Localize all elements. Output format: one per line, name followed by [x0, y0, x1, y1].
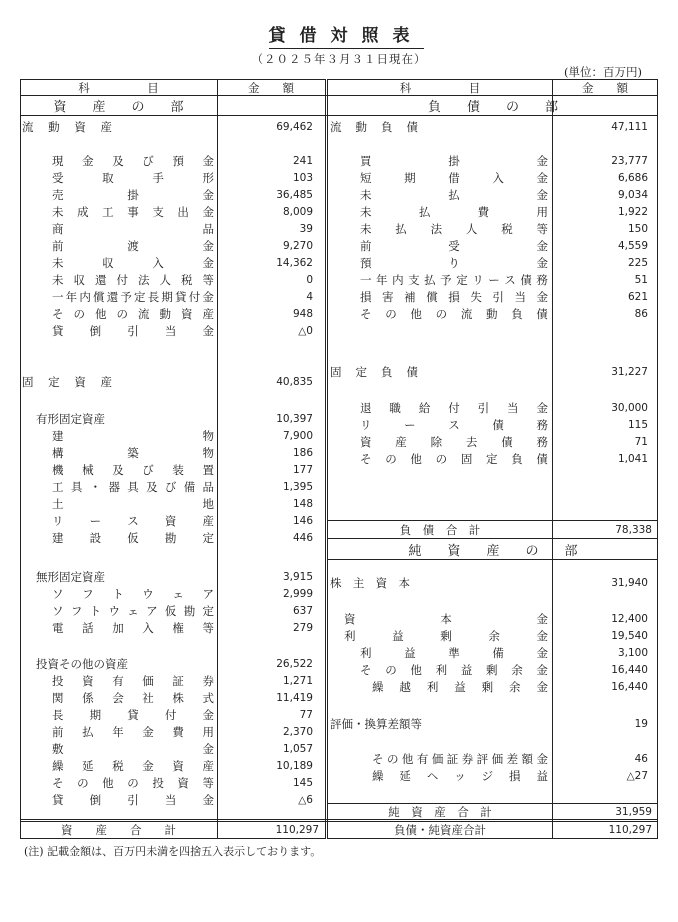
account-label: 投資その他の資産	[36, 657, 128, 671]
account-label: 前 渡 金	[52, 239, 214, 253]
account-label: 未 収 入 金	[52, 256, 214, 270]
account-value: 14,362	[276, 257, 313, 269]
page-title: 貸借対照表	[0, 21, 678, 46]
account-value: 19,540	[611, 630, 648, 642]
account-value: 47,111	[611, 121, 648, 133]
account-label: 流 動 負 債	[330, 120, 418, 134]
account-value: 7,900	[282, 430, 313, 442]
account-value: 4	[306, 291, 313, 303]
liab-total-top-line	[328, 520, 658, 521]
account-label: リ ー ス 債 務	[360, 418, 548, 432]
account-value: 30,000	[611, 402, 648, 414]
account-label: 流 動 資 産	[22, 120, 112, 134]
account-value: 86	[634, 308, 648, 320]
account-label: ソ フ ト ウ ェ ア	[52, 587, 214, 601]
account-label: 土 地	[52, 497, 214, 511]
account-label: 現 金 及 び 預 金	[52, 154, 214, 168]
account-label: ソ フ ト ウ ェ ア 仮 勘 定	[52, 604, 214, 618]
account-value: 1,271	[282, 675, 313, 687]
account-value: 10,189	[276, 760, 313, 772]
account-label: 前 受 金	[360, 239, 548, 253]
account-value: 0	[306, 274, 313, 286]
account-label: 商 品	[52, 222, 214, 236]
account-label: 受 取 手 形	[52, 171, 214, 185]
left-item-header: 科 目	[78, 81, 159, 95]
account-label: 関 係 会 社 株 式	[52, 691, 214, 705]
liab-net-total-label: 負債・純資産合計	[394, 823, 486, 837]
account-value: 1,041	[617, 453, 648, 465]
account-value: 637	[292, 605, 313, 617]
account-value: △0	[298, 325, 313, 337]
account-value: 150	[627, 223, 648, 235]
account-label: 利 益 準 備 金	[360, 646, 548, 660]
account-value: 11,419	[276, 692, 313, 704]
account-label: 無形固定資産	[36, 570, 105, 584]
account-label: そ の 他 の 流 動 資 産	[52, 307, 214, 321]
account-value: 225	[627, 257, 648, 269]
account-label: 未 払 費 用	[360, 205, 548, 219]
account-label: 有形固定資産	[36, 412, 105, 426]
account-label: 敷 金	[52, 742, 214, 756]
net-assets-total-value: 31,959	[615, 806, 652, 818]
account-label: 前 払 年 金 費 用	[52, 725, 214, 739]
account-value: 10,397	[276, 413, 313, 425]
account-value: 40,835	[276, 376, 313, 388]
account-value: 8,009	[282, 206, 313, 218]
footnote: (注) 記載金額は、百万円未満を四捨五入表示しております。	[24, 845, 322, 858]
account-value: 4,559	[617, 240, 648, 252]
account-value: 621	[627, 291, 648, 303]
account-value: 36,485	[276, 189, 313, 201]
left-amount-divider	[217, 79, 218, 839]
account-value: 148	[292, 498, 313, 510]
liabilities-section-header: 負 債 の 部	[427, 100, 558, 115]
account-label: 退 職 給 付 引 当 金	[360, 401, 548, 415]
account-value: 39	[299, 223, 313, 235]
account-label: 建 物	[52, 429, 214, 443]
account-label: 売 掛 金	[52, 188, 214, 202]
account-value: 69,462	[276, 121, 313, 133]
account-value: 146	[292, 515, 313, 527]
account-value: 46	[634, 753, 648, 765]
account-value: 77	[299, 709, 313, 721]
account-value: 3,100	[617, 647, 648, 659]
account-label: 構 築 物	[52, 446, 214, 460]
account-value: 2,999	[282, 588, 313, 600]
account-value: 103	[292, 172, 313, 184]
account-value: 51	[634, 274, 648, 286]
unit-label: (単位：百万円)	[564, 65, 642, 79]
account-value: 1,395	[282, 481, 313, 493]
left-amount-header: 金 額	[248, 81, 294, 95]
account-value: 12,400	[611, 613, 648, 625]
center-divider	[325, 79, 328, 839]
account-value: 1,057	[282, 743, 313, 755]
liabilities-total-value: 78,338	[615, 524, 652, 536]
right-amount-header: 金 額	[582, 81, 628, 95]
account-label: 損 害 補 償 損 失 引 当 金	[360, 290, 548, 304]
account-label: そ の 他 の 固 定 負 債	[360, 452, 548, 466]
liab-total-bottom-line	[328, 538, 658, 539]
account-label: 評価・換算差額等	[330, 717, 422, 731]
account-label: 株 主 資 本	[330, 576, 410, 590]
account-label: 資 本 金	[344, 612, 548, 626]
account-value: 2,370	[282, 726, 313, 738]
account-label: 未 成 工 事 支 出 金	[52, 205, 214, 219]
account-label: 買 掛 金	[360, 154, 548, 168]
account-label: 繰 越 利 益 剰 余 金	[372, 680, 548, 694]
account-label: 一 年 内 支 払 予 定 リ ー ス 債 務	[360, 273, 548, 287]
account-label: 利 益 剰 余 金	[344, 629, 548, 643]
account-label: 建 設 仮 勘 定	[52, 531, 214, 545]
account-label: 工 具 ・ 器 具 及 び 備 品	[52, 480, 214, 494]
account-value: 3,915	[282, 571, 313, 583]
right-item-header: 科 目	[399, 81, 481, 95]
account-value: 26,522	[276, 658, 313, 670]
account-label: 未 払 法 人 税 等	[360, 222, 548, 236]
net-assets-total-label: 純 資 産 合 計	[388, 805, 492, 819]
account-label: 繰 延 ヘ ッ ジ 損 益	[372, 769, 548, 783]
account-value: 6,686	[617, 172, 648, 184]
account-label: 電 話 加 入 権 等	[52, 621, 214, 635]
account-value: 19	[634, 718, 648, 730]
account-label: 固 定 資 産	[22, 375, 112, 389]
account-value: 16,440	[611, 681, 648, 693]
account-value: 279	[292, 622, 313, 634]
account-label: 預 り 金	[360, 256, 548, 270]
account-value: △6	[298, 794, 313, 806]
section-divider	[20, 115, 658, 116]
account-value: 9,034	[617, 189, 648, 201]
account-value: 446	[292, 532, 313, 544]
date-subtitle: （２０２５年３月３１日現在）	[251, 52, 427, 66]
account-value: 241	[292, 155, 313, 167]
account-label: 繰 延 税 金 資 産	[52, 759, 214, 773]
account-label: 未 収 還 付 法 人 税 等	[52, 273, 214, 287]
account-label: 貸 倒 引 当 金	[52, 793, 214, 807]
account-value: △27	[626, 770, 648, 782]
assets-section-header: 資 産 の 部	[53, 100, 184, 115]
account-label: リ ー ス 資 産	[52, 514, 214, 528]
net-assets-section-header: 純 資 産 の 部	[408, 544, 578, 559]
account-label: 投 資 有 価 証 券	[52, 674, 214, 688]
liab-net-total-value: 110,297	[608, 824, 652, 836]
account-value: 23,777	[611, 155, 648, 167]
account-label: そ の 他 有 価 証 券 評 価 差 額 金	[372, 752, 548, 766]
right-amount-divider	[552, 79, 553, 839]
account-value: 16,440	[611, 664, 648, 676]
assets-total-value: 110,297	[275, 824, 319, 836]
account-label: 資 産 除 去 債 務	[360, 435, 548, 449]
account-label: そ の 他 利 益 剰 余 金	[360, 663, 548, 677]
account-value: 948	[292, 308, 313, 320]
account-value: 186	[292, 447, 313, 459]
account-value: 31,227	[611, 366, 648, 378]
account-value: 145	[292, 777, 313, 789]
liabilities-total-label: 負 債 合 計	[399, 523, 481, 537]
account-label: 一 年 内 償 還 予 定 長 期 貸 付 金	[52, 290, 214, 304]
account-label: 長 期 貸 付 金	[52, 708, 214, 722]
account-label: 短 期 借 入 金	[360, 171, 548, 185]
account-value: 9,270	[282, 240, 313, 252]
net-assets-header-line	[328, 559, 658, 560]
account-label: 貸 倒 引 当 金	[52, 324, 214, 338]
account-label: そ の 他 の 流 動 負 債	[360, 307, 548, 321]
account-label: 固 定 負 債	[330, 365, 418, 379]
account-value: 1,922	[617, 206, 648, 218]
account-value: 177	[292, 464, 313, 476]
account-value: 115	[627, 419, 648, 431]
account-label: 未 払 金	[360, 188, 548, 202]
account-label: 機 械 及 び 装 置	[52, 463, 214, 477]
assets-total-label: 資 産 合 計	[61, 823, 176, 837]
account-value: 71	[634, 436, 648, 448]
account-label: そ の 他 の 投 資 等	[52, 776, 214, 790]
account-value: 31,940	[611, 577, 648, 589]
